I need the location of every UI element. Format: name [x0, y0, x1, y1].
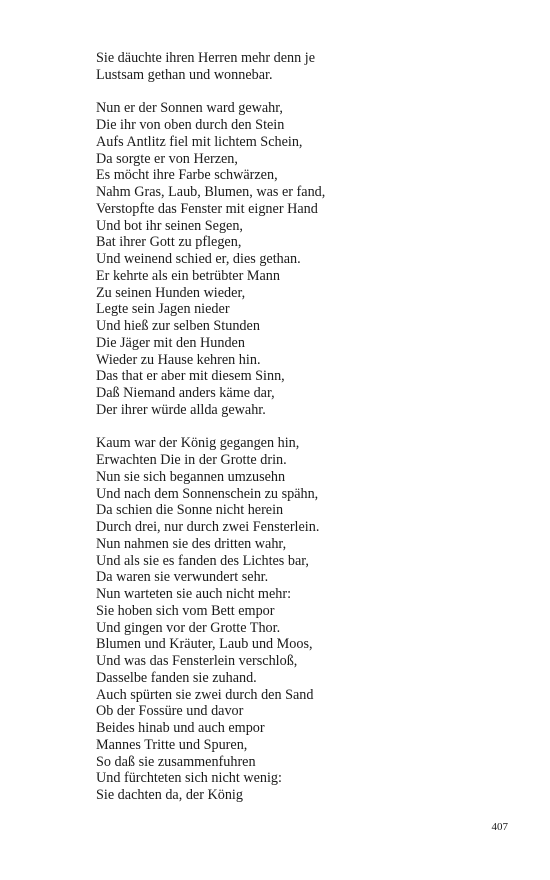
verse-line: Da sorgte er von Herzen, — [96, 150, 238, 167]
verse-line: Aufs Antlitz fiel mit lichtem Schein, — [96, 133, 303, 150]
verse-line: So daß sie zusammenfuhren — [96, 753, 256, 770]
verse-line: Und was das Fensterlein verschloß, — [96, 653, 298, 669]
verse-line: Sie dachten da, der König — [96, 787, 243, 803]
page-number: 407 — [491, 821, 508, 833]
verse-line: Dasselbe fanden sie zuhand. — [96, 669, 257, 686]
verse-line: Ob der Fossüre und davor — [96, 703, 244, 720]
stanza — [96, 435, 516, 804]
verse-line: Sie däuchte ihren Herren mehr denn je — [96, 50, 316, 66]
verse-line: Und gingen vor der Grotte Thor. — [96, 619, 281, 636]
verse-line: Mannes Tritte und Spuren, — [96, 736, 248, 753]
verse-line: Lustsam gethan und wonnebar. — [96, 66, 273, 83]
verse-line: Und fürchteten sich nicht wenig: — [96, 770, 282, 787]
stanza — [96, 100, 516, 418]
verse-line: Das that er aber mit diesem Sinn, — [96, 368, 285, 385]
verse-line: Nun sie sich begannen umzusehn — [96, 468, 286, 485]
verse-line: Der ihrer würde allda gewahr. — [96, 401, 266, 418]
verse-line: Und nach dem Sonnenschein zu spähn, — [96, 485, 319, 502]
verse-line: Und als sie es fanden des Lichtes bar, — [96, 552, 309, 569]
verse-line: Kaum war der König gegangen hin, — [96, 435, 300, 452]
verse-line: Und weinend schied er, dies gethan. — [96, 251, 301, 267]
verse-line: Erwachten Die in der Grotte drin. — [96, 452, 287, 468]
verse-line: Da schien die Sonne nicht herein — [96, 502, 284, 519]
verse-line: Legte sein Jagen nieder — [96, 301, 230, 318]
verse-line: Nun warteten sie auch nicht mehr: — [96, 586, 292, 602]
verse-line: Beides hinab und auch empor — [96, 720, 265, 736]
verse-line: Die Jäger mit den Hunden — [96, 334, 245, 351]
verse-line: Wieder zu Hause kehren hin. — [96, 351, 261, 368]
verse-line: Er kehrte als ein betrübter Mann — [96, 267, 280, 284]
verse-line: Auch spürten sie zwei durch den Sand — [96, 686, 314, 703]
poem-text — [96, 50, 516, 821]
verse-line: Es möcht ihre Farbe schwärzen, — [96, 167, 278, 184]
verse-line: Nahm Gras, Laub, Blumen, was er fand, — [96, 184, 326, 200]
verse-line: Daß Niemand anders käme dar, — [96, 385, 275, 401]
verse-line: Da waren sie verwundert sehr. — [96, 569, 269, 586]
verse-line: Durch drei, nur durch zwei Fensterlein. — [96, 519, 320, 535]
verse-line: Zu seinen Hunden wieder, — [96, 284, 246, 301]
verse-line: Nun nahmen sie des dritten wahr, — [96, 535, 287, 552]
stanza — [96, 50, 516, 84]
verse-line: Und hieß zur selben Stunden — [96, 318, 260, 334]
verse-line: Sie hoben sich vom Bett empor — [96, 602, 275, 619]
verse-line: Nun er der Sonnen ward gewahr, — [96, 100, 283, 117]
verse-line: Und bot ihr seinen Segen, — [96, 217, 243, 234]
verse-line: Bat ihrer Gott zu pflegen, — [96, 234, 242, 251]
verse-line: Die ihr von oben durch den Stein — [96, 117, 285, 133]
verse-line: Verstopfte das Fenster mit eigner Hand — [96, 200, 318, 217]
verse-line: Blumen und Kräuter, Laub und Moos, — [96, 636, 313, 653]
